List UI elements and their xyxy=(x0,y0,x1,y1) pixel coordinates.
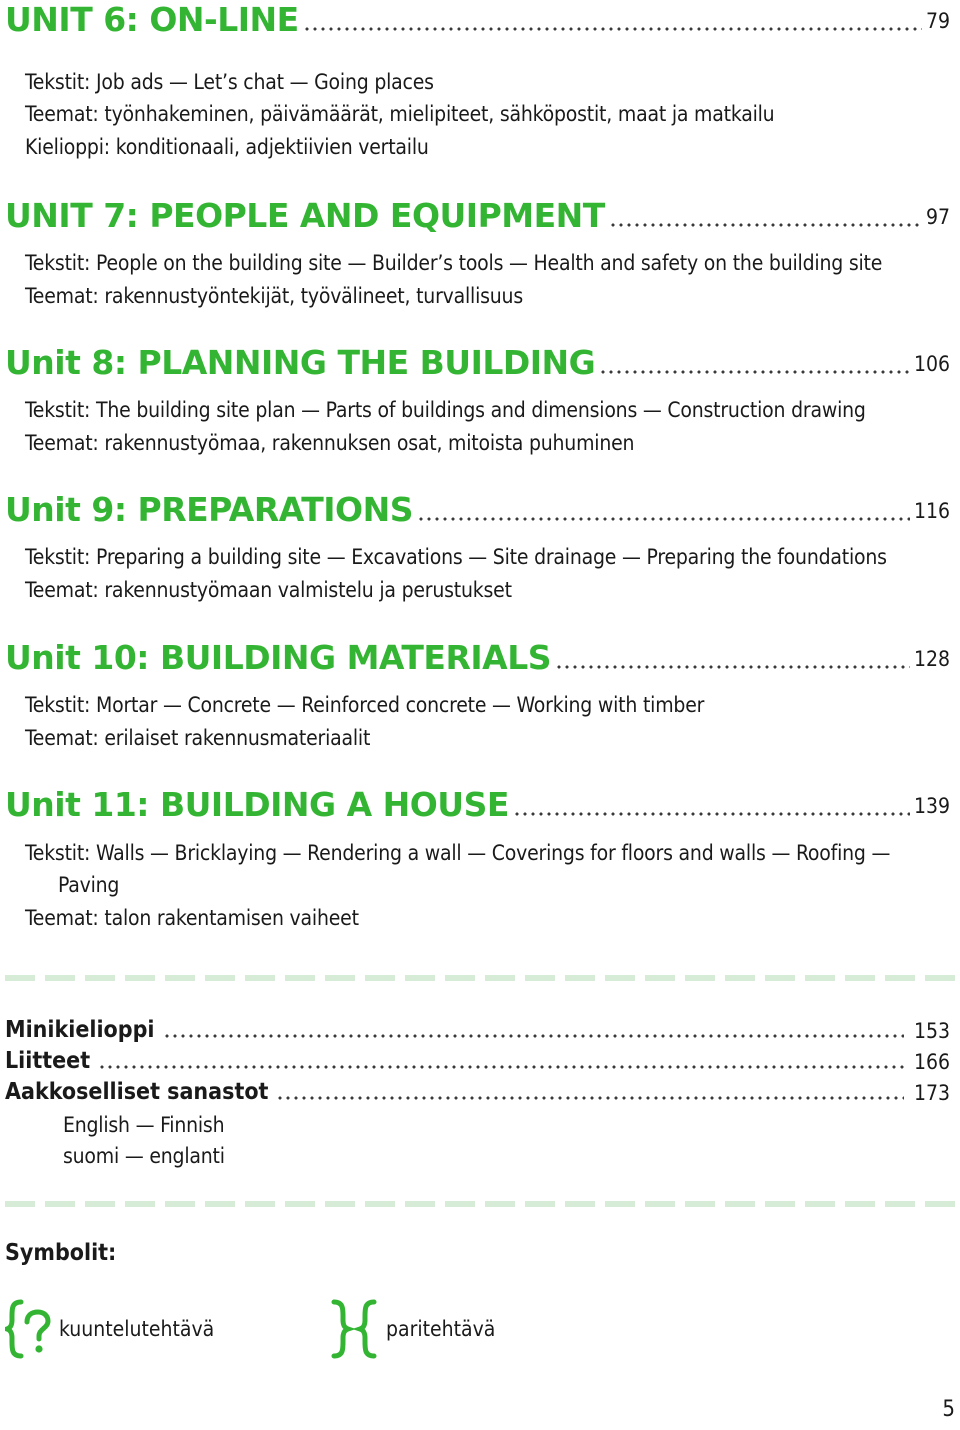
dot-leader xyxy=(609,222,922,228)
glossary-sub-entry: English — Finnish xyxy=(63,1113,225,1137)
glossary-sub-entry: suomi — englanti xyxy=(63,1144,225,1168)
unit-line: Tekstit: Preparing a building site — Excavations — Site drainage — Preparing the foundations xyxy=(25,545,887,569)
appendix-entry xyxy=(5,1077,950,1107)
page-ref: 166 xyxy=(913,1050,950,1074)
unit-9-heading xyxy=(5,490,950,530)
page-number: 5 xyxy=(942,1397,955,1422)
symbol-label: kuuntelutehtävä xyxy=(59,1317,215,1341)
unit-line: Teemat: rakennustyömaa, rakennuksen osat, mitoista puhuminen xyxy=(25,431,635,455)
appendix-label: Aakkoselliset sanastot xyxy=(5,1079,269,1105)
page-ref: 173 xyxy=(913,1081,950,1105)
unit-11-heading xyxy=(5,785,950,825)
page-ref: 97 xyxy=(925,205,950,229)
symbols-title: Symbolit: xyxy=(5,1240,117,1266)
dot-leader xyxy=(599,369,910,375)
dot-leader xyxy=(417,516,910,522)
page-ref: 116 xyxy=(913,499,950,523)
unit-line: Teemat: erilaiset rakennusmateriaalit xyxy=(25,726,371,750)
unit-title: UNIT 7: PEOPLE AND EQUIPMENT xyxy=(5,196,605,235)
unit-title: Unit 10: BUILDING MATERIALS xyxy=(5,638,551,677)
dot-leader xyxy=(555,664,910,670)
unit-10-heading xyxy=(5,638,950,678)
dot-leader xyxy=(163,1033,904,1039)
unit-line: Teemat: rakennustyömaan valmistelu ja perustukset xyxy=(25,578,512,602)
page-ref: 128 xyxy=(913,647,950,671)
symbol-listening xyxy=(5,1298,214,1360)
unit-title: Unit 9: PREPARATIONS xyxy=(5,490,413,529)
unit-title: Unit 8: PLANNING THE BUILDING xyxy=(5,343,596,382)
pair-braces-icon xyxy=(330,1298,378,1360)
appendix-entry xyxy=(5,1046,950,1076)
unit-line: Tekstit: Job ads — Let’s chat — Going places xyxy=(25,70,434,94)
unit-line: Teemat: työnhakeminen, päivämäärät, mielipiteet, sähköpostit, maat ja matkailu xyxy=(25,102,775,126)
dot-leader xyxy=(98,1064,904,1070)
unit-line: Teemat: talon rakentamisen vaiheet xyxy=(25,906,359,930)
page-ref: 106 xyxy=(913,352,950,376)
section-divider xyxy=(5,1201,955,1207)
unit-line: Kielioppi: konditionaali, adjektiivien vertailu xyxy=(25,135,429,159)
page-ref: 153 xyxy=(913,1019,950,1043)
dot-leader xyxy=(513,811,910,817)
dot-leader xyxy=(276,1095,903,1101)
unit-line: Tekstit: People on the building site — Builder’s tools — Health and safety on the building site xyxy=(25,251,883,275)
unit-title: UNIT 6: ON-LINE xyxy=(5,0,299,39)
appendix-label: Liitteet xyxy=(5,1048,91,1074)
appendix-entry xyxy=(5,1015,950,1045)
unit-line: Tekstit: Mortar — Concrete — Reinforced concrete — Working with timber xyxy=(25,693,705,717)
unit-line: Teemat: rakennustyöntekijät, työvälineet, turvallisuus xyxy=(25,284,523,308)
unit-line: Tekstit: Walls — Bricklaying — Rendering a wall — Coverings for floors and walls — Roofing — xyxy=(25,841,891,865)
symbol-label: paritehtävä xyxy=(386,1317,496,1341)
section-divider xyxy=(5,975,955,981)
listening-brace-question-icon xyxy=(5,1298,51,1360)
unit-6-heading xyxy=(5,0,950,40)
unit-7-heading xyxy=(5,196,950,236)
unit-8-heading xyxy=(5,343,950,383)
unit-line: Tekstit: The building site plan — Parts of buildings and dimensions — Construction drawing xyxy=(25,398,866,422)
unit-title: Unit 11: BUILDING A HOUSE xyxy=(5,785,509,824)
appendix-label: Minikielioppi xyxy=(5,1017,155,1043)
symbol-pair xyxy=(330,1298,495,1360)
dot-leader xyxy=(303,26,922,32)
page-ref: 79 xyxy=(925,9,950,33)
page-ref: 139 xyxy=(913,794,950,818)
unit-line: Paving xyxy=(58,873,120,897)
